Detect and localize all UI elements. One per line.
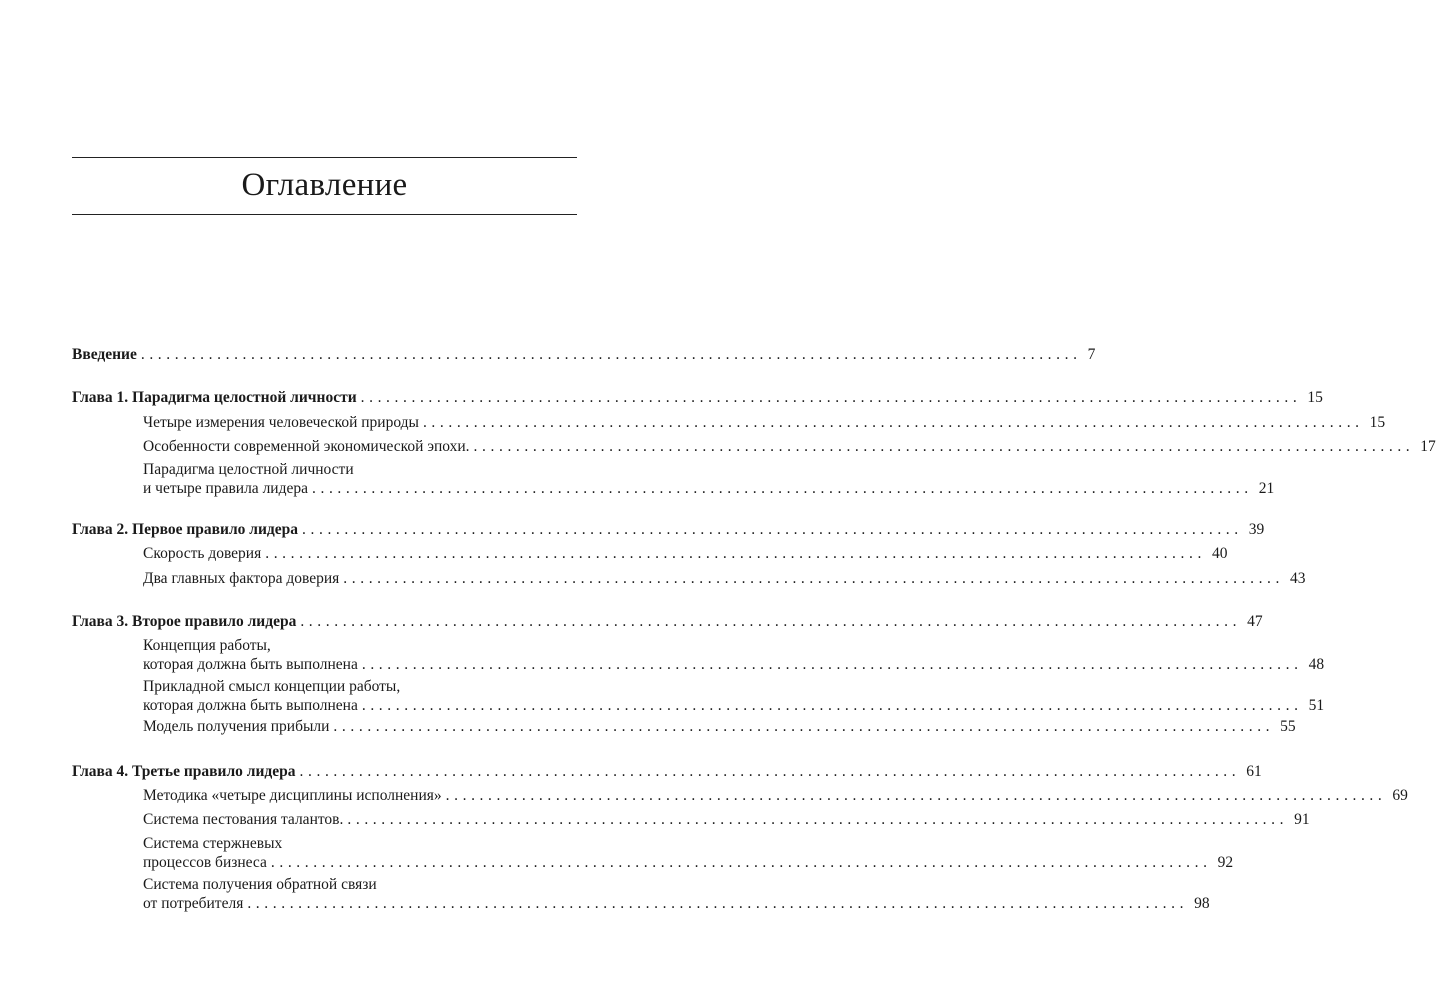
toc-page-number: 40: [1211, 545, 1228, 562]
toc-dot-leader: ...............................................................................................................: [360, 389, 1302, 406]
toc-dot-leader: ...............................................................................................................: [473, 438, 1415, 455]
toc-entry-label-line1: Прикладной смысл концепции работы,: [143, 678, 401, 695]
toc-entry-section[interactable]: [143, 677, 1325, 715]
toc-page-number: 48: [1308, 656, 1325, 673]
toc-entry-label: которая должна быть выполнена: [143, 656, 358, 673]
toc-page-number: 15: [1307, 389, 1323, 406]
toc-entry-section[interactable]: [143, 569, 1306, 588]
toc-entry-label: Система пестования талантов.: [143, 811, 344, 828]
toc-dot-leader: ...............................................................................................................: [343, 570, 1285, 587]
toc-dot-leader: ...............................................................................................................: [247, 895, 1189, 912]
toc-dot-leader: ...............................................................................................................: [361, 656, 1303, 673]
page-title: Оглавление: [241, 167, 408, 203]
toc-dot-leader: ...............................................................................................................: [265, 545, 1206, 562]
toc-page-number: 51: [1308, 697, 1325, 714]
toc-page-number: 39: [1248, 521, 1265, 538]
toc-entry-label: Введение: [72, 346, 137, 363]
title-rule-bottom: [72, 214, 577, 215]
toc-entry-section[interactable]: [143, 544, 1228, 563]
toc-entry-label: Четыре измерения человеческой природы: [143, 414, 419, 431]
toc-page-number: 21: [1258, 480, 1275, 497]
toc-dot-leader: ...............................................................................................................: [445, 787, 1387, 804]
toc-entry-label-line1: Система получения обратной связи: [143, 876, 377, 893]
toc-dot-leader: ...............................................................................................................: [270, 854, 1212, 871]
toc-page-number: 61: [1246, 763, 1262, 780]
toc-dot-leader: ...............................................................................................................: [361, 697, 1303, 714]
toc-entry-section[interactable]: [143, 717, 1296, 736]
toc-entry-section[interactable]: [143, 810, 1310, 829]
toc-dot-leader: ...............................................................................................................: [347, 811, 1289, 828]
toc-entry-label: Глава 4. Третье правило лидера: [72, 763, 296, 780]
toc-dot-leader: ...............................................................................................................: [302, 521, 1243, 538]
toc-entry-label: Глава 3. Второе правило лидера: [72, 613, 297, 630]
toc-page-number: 15: [1369, 414, 1386, 431]
toc-entry-introduction[interactable]: [72, 345, 1096, 364]
toc-page-number: 69: [1392, 787, 1408, 804]
toc-dot-leader: ...............................................................................................................: [422, 414, 1364, 431]
toc-entry-label-line1: Парадигма целостной личности: [143, 461, 354, 478]
toc-dot-leader: ...............................................................................................................: [312, 480, 1253, 497]
toc-entry-label: Глава 1. Парадигма целостной личности: [72, 389, 357, 406]
toc-entry-label: Модель получения прибыли: [143, 718, 330, 735]
toc-entry-label: от потребителя: [143, 895, 244, 912]
toc-page-number: 98: [1194, 895, 1210, 912]
toc-entry-chapter-3[interactable]: [72, 612, 1263, 631]
toc-entry-label: Два главных фактора доверия: [143, 570, 340, 587]
toc-page-number: 91: [1294, 811, 1310, 828]
toc-entry-label: Методика «четыре дисциплины исполнения»: [143, 787, 442, 804]
toc-entry-label-line1: Система стержневых: [143, 835, 283, 852]
toc-page-number: 47: [1247, 613, 1263, 630]
toc-entry-chapter-1[interactable]: [72, 388, 1323, 407]
toc-entry-chapter-4[interactable]: [72, 762, 1262, 781]
toc-page-number: 7: [1087, 346, 1096, 363]
toc-entry-label: Глава 2. Первое правило лидера: [72, 521, 299, 538]
toc-entry-section[interactable]: [143, 460, 1275, 498]
toc-page-number: 92: [1217, 854, 1234, 871]
toc-entry-section[interactable]: [143, 834, 1234, 872]
toc-dot-leader: ...............................................................................................................: [299, 763, 1241, 780]
toc-entry-label: Скорость доверия: [143, 545, 262, 562]
toc-entry-label: и четыре правила лидера: [143, 480, 308, 497]
toc-page-number: 55: [1280, 718, 1296, 735]
toc-entry-label: которая должна быть выполнена: [143, 697, 358, 714]
toc-entry-chapter-2[interactable]: [72, 520, 1265, 539]
toc-entry-section[interactable]: [143, 786, 1408, 805]
toc-dot-leader: ...............................................................................................................: [333, 718, 1275, 735]
toc-entry-section[interactable]: [143, 437, 1436, 456]
toc-entry-label-line1: Концепция работы,: [143, 637, 271, 654]
toc-entry-section[interactable]: [143, 875, 1210, 913]
toc-entry-section[interactable]: [143, 413, 1386, 432]
title-rule-top: [72, 157, 577, 158]
toc-entry-section[interactable]: [143, 636, 1325, 674]
toc-entry-label: процессов бизнеса: [143, 854, 267, 871]
toc-page-number: 17: [1420, 438, 1436, 455]
toc-page-number: 43: [1290, 570, 1306, 587]
toc-entry-label: Особенности современной экономической эпохи.: [143, 438, 470, 455]
toc-dot-leader: ...............................................................................................................: [300, 613, 1242, 630]
toc-dot-leader: ...............................................................................................................: [140, 346, 1082, 363]
